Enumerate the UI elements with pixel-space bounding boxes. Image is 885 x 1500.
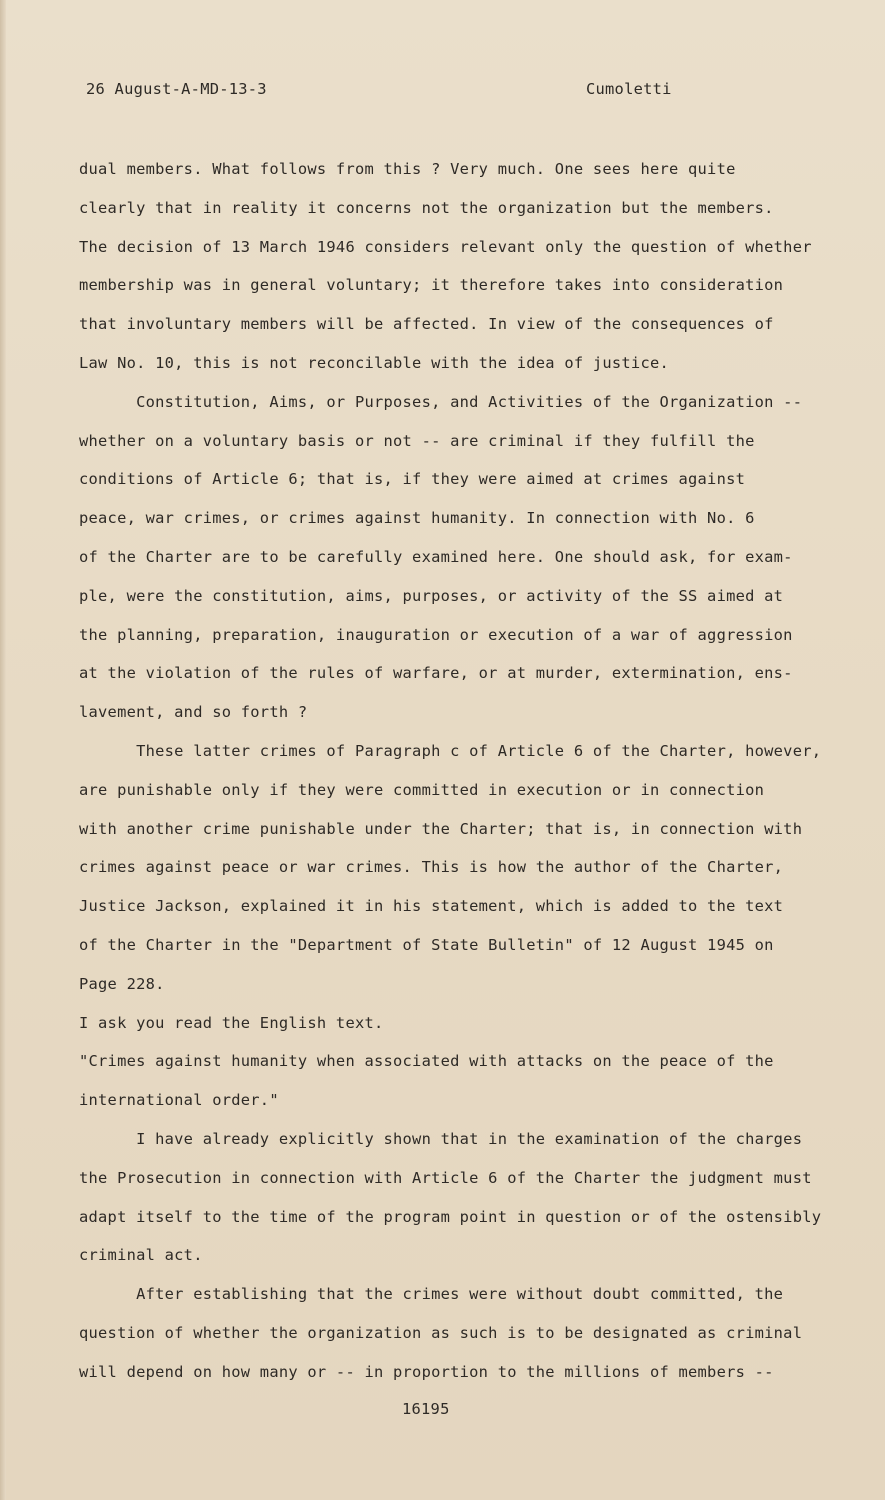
text-line: adapt itself to the time of the program point in question or of the ostensibly <box>79 1207 822 1226</box>
text-line: of the Charter in the "Department of State Bulletin" of 12 August 1945 on <box>79 936 774 954</box>
text-line: will depend on how many or -- in proportion to the millions of members -- <box>79 1362 774 1381</box>
text-line: that involuntary members will be affected. In view of the consequences of <box>79 315 774 334</box>
speaker-name: Cumoletti <box>586 80 672 98</box>
text-line: ple, were the constitution, aims, purposes, or activity of the SS aimed at <box>79 586 784 605</box>
text-line: clearly that in reality it concerns not the organization but the members. <box>79 198 774 217</box>
text-line: whether on a voluntary basis or not -- are criminal if they fulfill the <box>79 431 755 450</box>
text-line: conditions of Article 6; that is, if they were aimed at crimes against <box>79 470 746 489</box>
text-line: of the Charter are to be carefully examined here. One should ask, for exam- <box>79 548 793 566</box>
text-line: at the violation of the rules of warfare, or at murder, extermination, ens- <box>79 664 793 683</box>
text-line: international order." <box>79 1091 279 1110</box>
text-line: Law No. 10, this is not reconcilable with the idea of justice. <box>79 354 669 372</box>
text-line: with another crime punishable under the Charter; that is, in connection with <box>79 819 803 838</box>
text-line: "Crimes against humanity when associated with attacks on the peace of the <box>79 1052 774 1071</box>
text-line: Constitution, Aims, or Purposes, and Activities of the Organization -- <box>79 392 803 411</box>
text-line: crimes against peace or war crimes. This is how the author of the Charter, <box>79 858 784 877</box>
text-line: dual members. What follows from this ? Very much. One sees here quite <box>79 160 736 178</box>
text-line: are punishable only if they were committed in execution or in connection <box>79 780 765 799</box>
text-line: The decision of 13 March 1946 considers relevant only the question of whether <box>79 237 812 256</box>
text-line: I ask you read the English text. <box>79 1013 384 1032</box>
text-line: membership was in general voluntary; it therefore takes into consideration <box>79 276 784 295</box>
text-line: peace, war crimes, or crimes against humanity. In connection with No. 6 <box>79 509 755 528</box>
text-line: After establishing that the crimes were without doubt committed, the <box>79 1285 784 1304</box>
text-line: These latter crimes of Paragraph c of Article 6 of the Charter, however, <box>79 742 822 760</box>
document-reference: 26 August-A-MD-13-3 <box>86 80 267 98</box>
text-line: the Prosecution in connection with Article 6 of the Charter the judgment must <box>79 1168 812 1187</box>
page-number: 16195 <box>402 1400 450 1418</box>
page-edge-shadow <box>0 0 6 1500</box>
text-line: lavement, and so forth ? <box>79 703 308 722</box>
text-line: the planning, preparation, inauguration or execution of a war of aggression <box>79 625 793 644</box>
text-line: question of whether the organization as such is to be designated as criminal <box>79 1324 803 1342</box>
text-line: Page 228. <box>79 974 165 993</box>
text-line: I have already explicitly shown that in the examination of the charges <box>79 1130 803 1148</box>
text-line: Justice Jackson, explained it in his statement, which is added to the text <box>79 897 784 916</box>
text-line: criminal act. <box>79 1246 203 1265</box>
